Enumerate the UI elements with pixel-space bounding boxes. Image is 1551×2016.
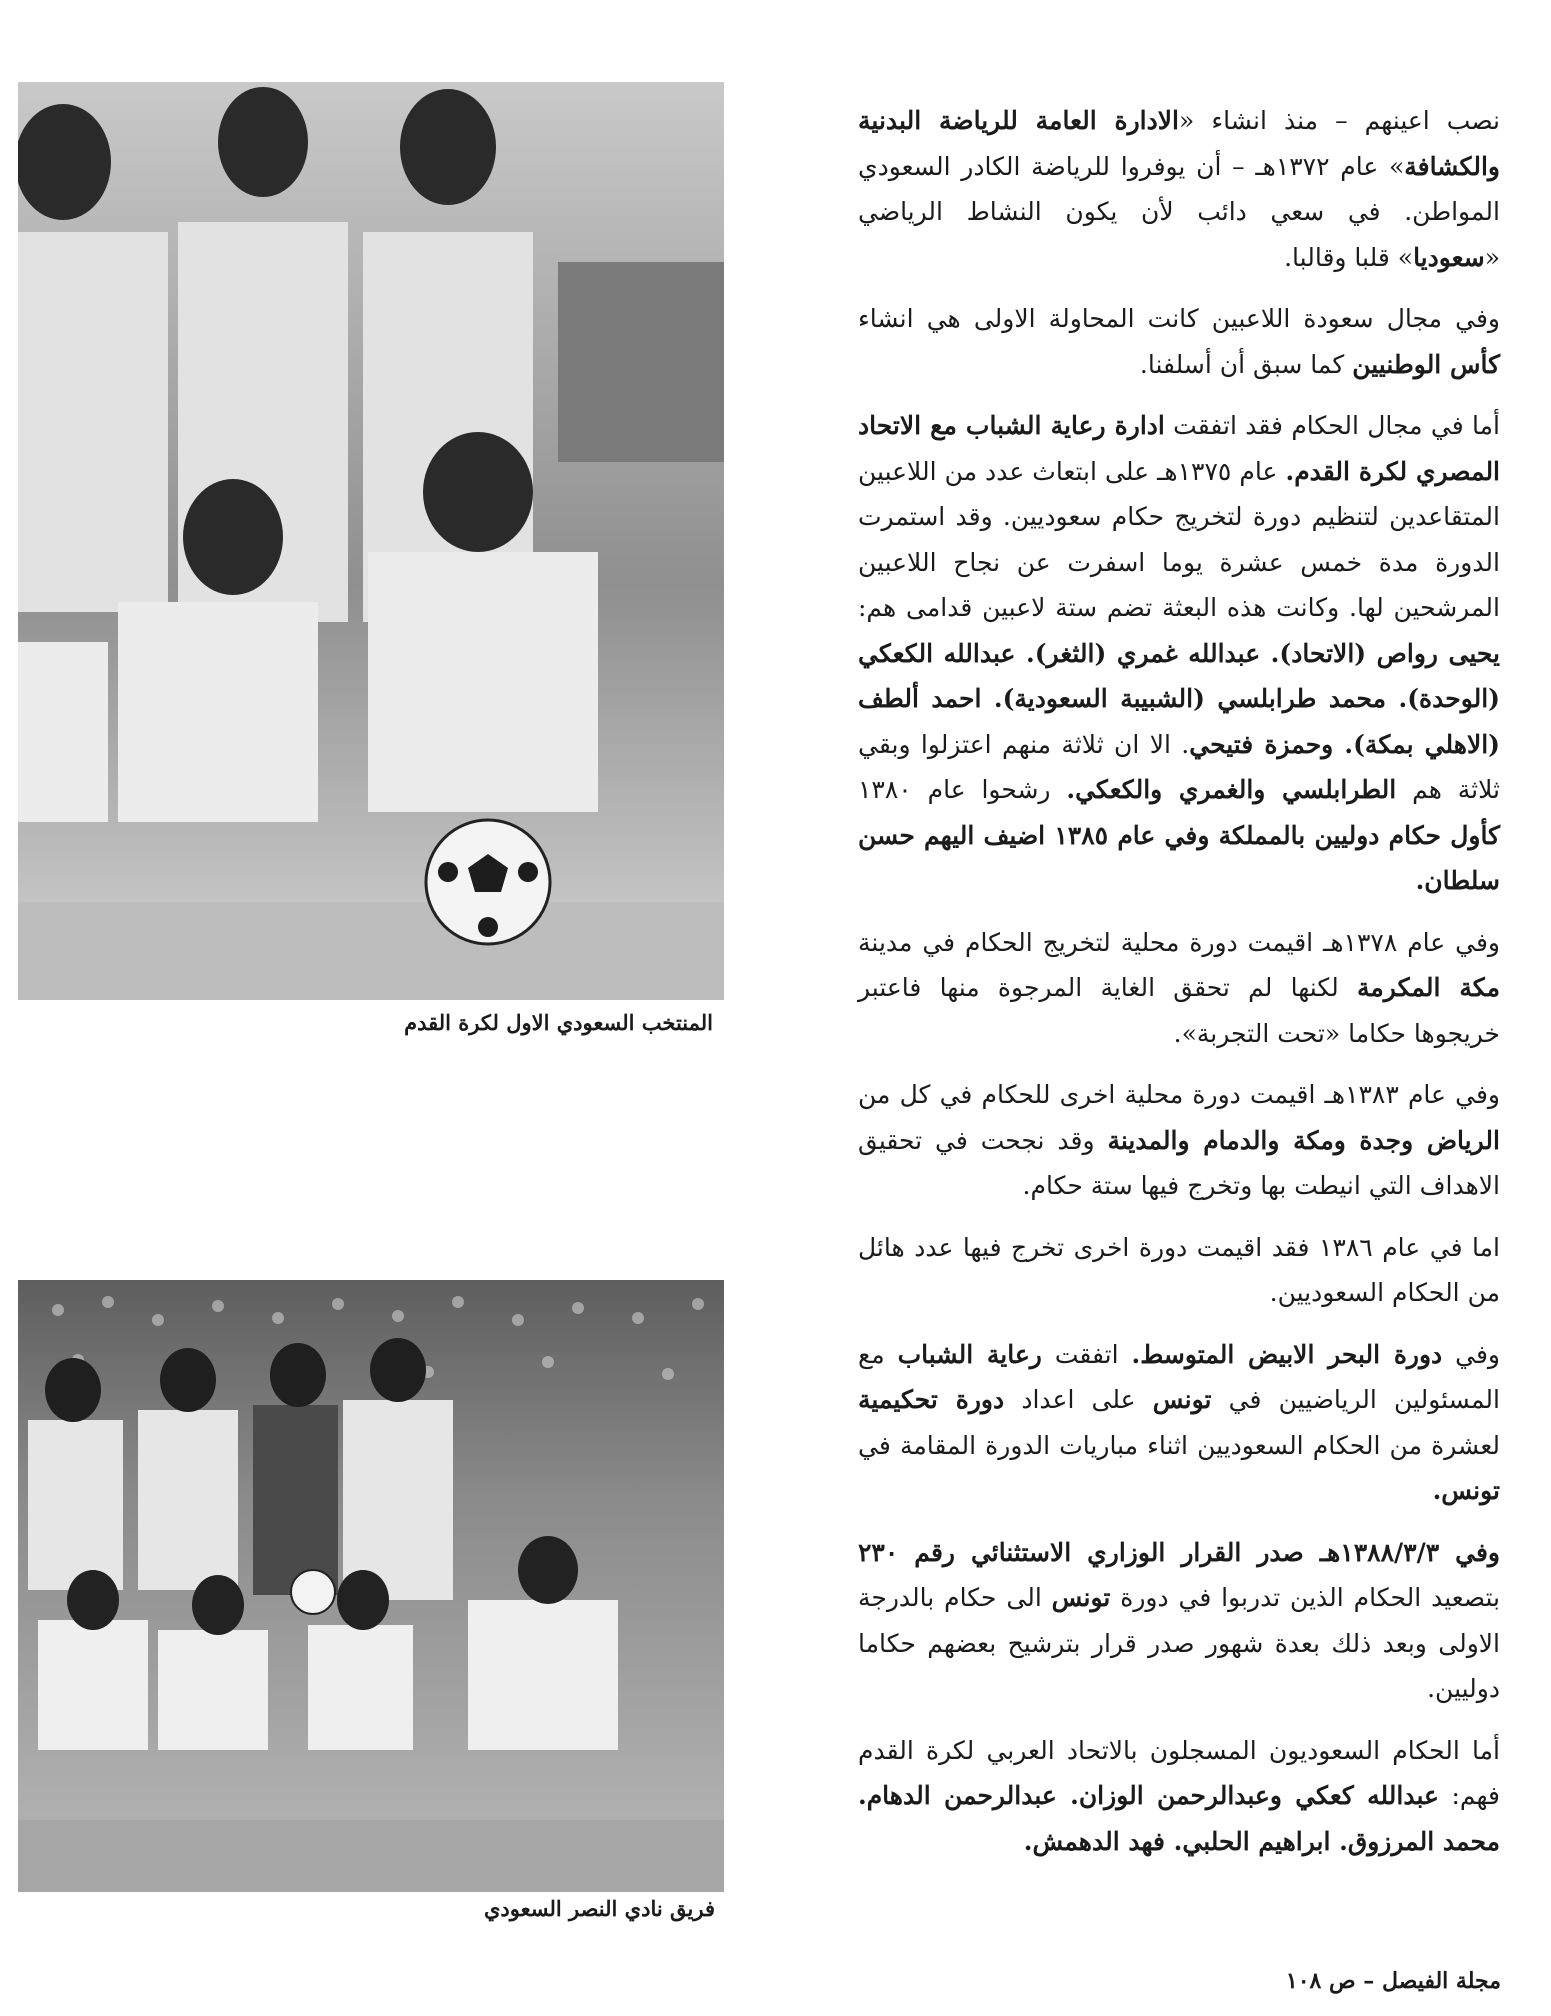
bold-text-run: الطرابلسي والغمري والكعكي. bbox=[1066, 775, 1397, 804]
text-run: أما الحكام السعوديون المسجلون بالاتحاد العربي لكرة القدم فهم: bbox=[858, 1735, 1501, 1810]
bold-text-run: ادارة رعاية الشباب مع الاتحاد المصري لكرة القدم. bbox=[858, 411, 1501, 486]
text-run: لعشرة من الحكام السعوديين اثناء مباريات الدورة المقامة في bbox=[858, 1430, 1500, 1460]
text-run: » عام ١٣٧٢هـ – أن يوفروا للرياضة الكادر السعودي المواطن. في سعي دائب لأن يكون النشاط الرياضي « bbox=[858, 151, 1500, 272]
top-photo-caption: المنتخب السعودي الاول لكرة القدم bbox=[404, 1010, 713, 1035]
bold-text-run: يحيى رواص (الاتحاد). عبدالله غمري (الثغر). عبدالله الكعكي (الوحدة). محمد طرابلسي (الشبيبة السعودية). احمد ألطف (الاهلي بمكة). وحمزة فتيحي bbox=[858, 638, 1500, 759]
bold-text-run: عبدالله كعكي وعبدالرحمن الوزان. عبدالرحمن الدهام. محمد المرزوق. ابراهيم الحلبي. فهد الدهمش. bbox=[858, 1781, 1500, 1856]
bold-text-run: الادارة العامة للرياضة البدنية والكشافة bbox=[858, 106, 1500, 181]
article-paragraph bbox=[858, 1072, 1500, 1209]
bottom-team-photo bbox=[18, 1280, 724, 1892]
bold-text-run: دورة البحر الابيض المتوسط. bbox=[1131, 1339, 1443, 1369]
text-run: وقد نجحت في تحقيق الاهداف التي انيطت بها وتخرج فيها ستة حكام. bbox=[858, 1125, 1500, 1200]
bold-text-run: دورة تحكيمية bbox=[858, 1385, 1005, 1414]
article-paragraph bbox=[858, 1530, 1500, 1712]
article-paragraph bbox=[858, 920, 1500, 1057]
text-run: أما في مجال الحكام فقد اتفقت bbox=[1164, 411, 1500, 440]
bold-text-run: سعوديا bbox=[1413, 242, 1485, 272]
text-run: لكنها لم تحقق الغاية المرجوة منها فاعتبر خريجوها حكاما «تحت التجربة». bbox=[858, 973, 1500, 1048]
text-run: بتصعيد الحكام الذين تدربوا في دورة bbox=[1110, 1583, 1500, 1612]
text-run: . الا ان ثلاثة منهم اعتزلوا وبقي ثلاثة هم bbox=[858, 729, 1501, 804]
text-run: رشحوا عام ١٣٨٠ bbox=[858, 775, 1067, 804]
article-paragraph bbox=[858, 1225, 1500, 1316]
text-run: كما سبق أن أسلفنا. bbox=[1139, 349, 1353, 379]
bold-text-run: تونس bbox=[1051, 1583, 1111, 1612]
bold-text-run: تونس. bbox=[1432, 1476, 1500, 1505]
text-run: مع المسئولين الرياضيين في bbox=[858, 1339, 1500, 1414]
article-paragraph bbox=[858, 1728, 1500, 1865]
bold-text-run: مكة المكرمة bbox=[1356, 973, 1500, 1002]
text-run: وفي عام ١٣٧٨هـ اقيمت دورة محلية لتخريج الحكام في مدينة bbox=[858, 927, 1500, 957]
bold-text-run: كأس الوطنيين bbox=[1352, 349, 1500, 379]
article-paragraph bbox=[858, 1332, 1500, 1514]
article-paragraph bbox=[858, 403, 1500, 904]
text-run: » قلبا وقالبا. bbox=[1284, 242, 1414, 272]
text-run: وفي عام ١٣٨٣هـ اقيمت دورة محلية اخرى للحكام في كل من bbox=[858, 1080, 1500, 1109]
bottom-photo-caption: فريق نادي النصر السعودي bbox=[483, 1896, 715, 1921]
article-paragraph bbox=[858, 98, 1500, 280]
bold-text-run: وفي ١٣٨٨/٣/٣هـ صدر القرار الوزاري الاستثنائي رقم ٢٣٠ bbox=[858, 1537, 1500, 1567]
bold-text-run: الرياض وجدة ومكة والدمام والمدينة bbox=[1107, 1125, 1500, 1155]
bold-text-run: رعاية الشباب bbox=[897, 1339, 1042, 1369]
text-run: الى حكام بالدرجة الاولى وبعد ذلك بعدة شهور صدر قرار بترشيح بعضهم حكاما دوليين. bbox=[858, 1583, 1500, 1703]
text-run: على اعداد bbox=[1004, 1385, 1153, 1414]
text-run: نصب اعينهم – منذ انشاء « bbox=[1178, 106, 1500, 135]
text-run: عام ١٣٧٥هـ على ابتعاث عدد من اللاعبين المتقاعدين لتنظيم دورة لتخريج حكام سعوديين. وقد استمرت الدورة مدة خمس عشرة يوما اسفرت عن نجاح اللاعبين المرشحين لها. وكانت هذه البعثة تضم ستة لاعبين قدامى هم: bbox=[858, 456, 1500, 622]
article-body bbox=[858, 98, 1500, 1880]
bold-text-run: تونس bbox=[1152, 1385, 1212, 1414]
bold-text-run: كأول حكام دوليين بالمملكة وفي عام ١٣٨٥ اضيف اليهم حسن سلطان. bbox=[858, 820, 1500, 895]
text-run: وفي bbox=[1442, 1339, 1501, 1369]
article-paragraph bbox=[858, 296, 1500, 387]
text-run: وفي مجال سعودة اللاعبين كانت المحاولة الاولى هي انشاء bbox=[858, 304, 1500, 333]
top-team-photo bbox=[18, 82, 724, 1000]
page-footer: مجلة الفيصل – ص ١٠٨ bbox=[1285, 1968, 1501, 1994]
text-run: اتفقت bbox=[1041, 1339, 1132, 1369]
text-run: اما في عام ١٣٨٦ فقد اقيمت دورة اخرى تخرج فيها عدد هائل من الحكام السعوديين. bbox=[858, 1232, 1500, 1307]
